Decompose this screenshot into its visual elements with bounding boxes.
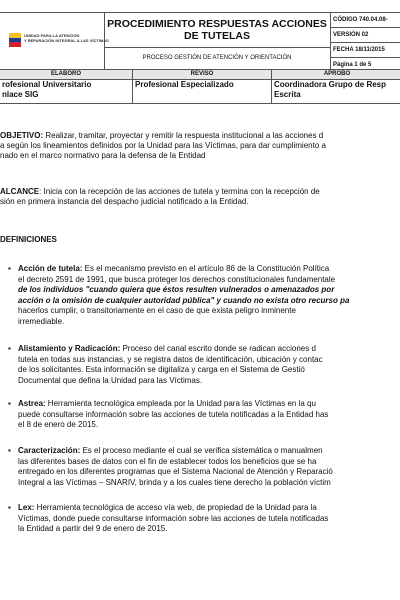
document-metadata	[330, 13, 400, 69]
definition-term: Acción de tutela:	[18, 264, 83, 273]
aprobo-role-1: Coordinadora Grupo de Resp	[274, 80, 387, 89]
definition-term: Astrea:	[18, 399, 46, 408]
document-code: CÓDIGO 740.04.08-	[330, 13, 400, 28]
bullet-icon: ▪	[8, 264, 11, 273]
logo-line-1: UNIDAD PARA LA ATENCIÓN	[24, 33, 80, 38]
process-name: PROCESO GESTIÓN DE ATENCIÓN Y ORIENTACIÓN	[142, 55, 292, 61]
bullet-icon: ▪	[8, 399, 11, 408]
bullet-icon: ▪	[8, 503, 11, 512]
definiciones-heading: DEFINICIONES	[0, 235, 57, 244]
document-version: VERSIÓN 02	[330, 28, 400, 43]
unidad-victimas-logo-icon	[9, 33, 21, 47]
objetivo-section	[0, 131, 400, 161]
definition-alistamiento: Alistamiento y Radicación: Proceso del canal escrito donde se radican acciones d tutela en todas sus instancias, y se registra datos de identificación, ubicación y contac de los solicitantes. Esta información se digitaliza y carga en el Sistema de Gestió Documental que defina la Unidad para las Víctimas.	[18, 344, 323, 385]
reviso-label: REVISÓ	[133, 70, 271, 80]
elaboro-role-2: nlace SIG	[2, 90, 39, 99]
definition-term: Alistamiento y Radicación:	[18, 344, 121, 353]
alcance-section	[0, 187, 400, 207]
bullet-icon: ▪	[8, 344, 11, 353]
alcance-label: ALCANCE	[0, 187, 40, 196]
document-title: PROCEDIMIENTO RESPUESTAS ACCIONES DE TUTELAS	[104, 13, 330, 48]
approvals-table	[0, 70, 400, 104]
definition-caracterizacion: Caracterización: Es el proceso mediante el cual se verifica sistemática o manualmen las diferentes bases de datos con el fin de establecer todos los beneficios que se ha entregado en los diferentes programas que el Sistema Nacional de Atención y Reparació Integral a las Víctimas – SNARIV, brinda y a los cuales tiene derecho la población víctim	[18, 446, 333, 487]
alcance-line-1: ALCANCE: Inicia con la recepción de las acciones de tutela y termina con la recepción de	[0, 187, 320, 196]
reviso-role-1: Profesional Especializado	[135, 80, 234, 89]
objetivo-line-2: a según los lineamientos definidos por la Unidad para las Víctimas, para dar cumplimiento a	[0, 141, 326, 150]
alcance-line-2: sión en primera instancia del despacho judicial notificado a la Entidad.	[0, 197, 249, 206]
document-date: FECHA 18/11/2015	[330, 43, 400, 58]
elaboro-label: ELABORÓ	[0, 70, 132, 80]
elaboro-role-1: rofesional Universitario	[2, 80, 92, 89]
document-header	[0, 12, 400, 70]
objetivo-line-1: OBJETIVO: Realizar, tramitar, proyectar y remitir la respuesta institucional a las acciones d	[0, 131, 324, 140]
definition-accion-de-tutela: Acción de tutela: Es el mecanismo previsto en el artículo 86 de la Constitución Política el decreto 2591 de 1991, que busca proteger los derechos constitucionales fundamentale de los individuos "cuando quiera que éstos resulten vulnerados o amenazados por acción o la omisión de cualquier autoridad pública" y cuando no exista otro recurso pa hacerlos cumplir, o transitoriamente en el caso de que exista peligro inminente irremediable.	[18, 264, 350, 326]
page-number: Página 1 de 5	[333, 62, 372, 68]
logo-line-2: Y REPARACIÓN INTEGRAL A LAS VÍCTIMAS	[24, 38, 109, 43]
bullet-icon: ▪	[8, 446, 11, 455]
logo-cell	[0, 13, 109, 69]
title-cell	[104, 13, 331, 69]
reviso-column	[133, 70, 272, 103]
definition-astrea: Astrea: Herramienta tecnológica empleada por la Unidad para las Víctimas en la qu puede consultarse información sobre las acciones de tutela notificadas a la Entidad has el 8 de enero de 2015.	[18, 399, 329, 429]
objetivo-line-3: nado en el marco normativo para la defensa de la Entidad	[0, 151, 206, 160]
aprobo-role-2: Escrita	[274, 90, 301, 99]
aprobo-label: APROBÓ	[272, 70, 400, 80]
aprobo-column	[272, 70, 400, 103]
definition-lex: Lex: Herramienta tecnológica de acceso vía web, de propiedad de la Unidad para la Víctimas, donde puede consultarse información sobre las acciones de tutela notificadas la Entidad a partir del 9 de enero de 2015.	[18, 503, 329, 533]
objetivo-label: OBJETIVO:	[0, 131, 44, 140]
definition-term: Caracterización:	[18, 446, 81, 455]
definition-term: Lex:	[18, 503, 35, 512]
elaboro-column	[0, 70, 133, 103]
logo-text	[24, 33, 109, 43]
